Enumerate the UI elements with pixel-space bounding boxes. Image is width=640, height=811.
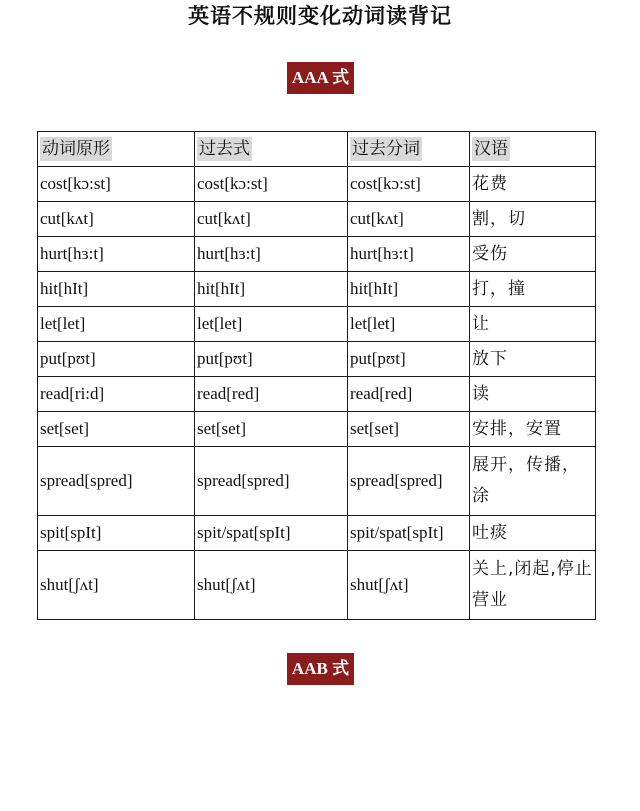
table-row	[38, 307, 596, 342]
cell-participle: spit/spat[spIt]	[348, 516, 470, 551]
table-row	[38, 167, 596, 202]
cell-base: let[let]	[38, 307, 195, 342]
cell-base: hit[hIt]	[38, 272, 195, 307]
cell-meaning: 读	[470, 377, 596, 412]
cell-participle: hit[hIt]	[348, 272, 470, 307]
cell-base: hurt[hɜ:t]	[38, 237, 195, 272]
cell-meaning: 打，撞	[470, 272, 596, 307]
cell-participle: read[red]	[348, 377, 470, 412]
cell-participle: let[let]	[348, 307, 470, 342]
header-past-participle	[348, 132, 470, 167]
section-badge-aaa: AAA 式	[287, 62, 354, 94]
table-row	[38, 237, 596, 272]
document-title: 英语不规则变化动词读背记	[188, 3, 452, 28]
header-base-form-label: 动词原形	[42, 139, 110, 159]
table-row	[38, 342, 596, 377]
cell-base: cut[kʌt]	[38, 202, 195, 237]
cell-participle: cost[kɔ:st]	[348, 167, 470, 202]
cell-base: shut[ʃʌt]	[38, 551, 195, 620]
cell-past: spit/spat[spIt]	[195, 516, 348, 551]
cell-participle: spread[spred]	[348, 447, 470, 516]
cell-past: put[pʊt]	[195, 342, 348, 377]
cell-past: cost[kɔ:st]	[195, 167, 348, 202]
cell-past: shut[ʃʌt]	[195, 551, 348, 620]
cell-participle: shut[ʃʌt]	[348, 551, 470, 620]
table-row	[38, 516, 596, 551]
cell-base: put[pʊt]	[38, 342, 195, 377]
cell-participle: cut[kʌt]	[348, 202, 470, 237]
cell-meaning: 受伤	[470, 237, 596, 272]
cell-meaning: 割，切	[470, 202, 596, 237]
cell-base: cost[kɔ:st]	[38, 167, 195, 202]
cell-past: hurt[hɜ:t]	[195, 237, 348, 272]
irregular-verb-table	[37, 131, 596, 620]
cell-past: cut[kʌt]	[195, 202, 348, 237]
cell-meaning: 放下	[470, 342, 596, 377]
cell-participle: put[pʊt]	[348, 342, 470, 377]
table-row	[38, 377, 596, 412]
table-row	[38, 202, 596, 237]
cell-participle: hurt[hɜ:t]	[348, 237, 470, 272]
header-base-form	[38, 132, 195, 167]
header-chinese-meaning-label: 汉语	[474, 139, 508, 159]
cell-meaning: 关上,闭起,停止营业	[470, 551, 596, 620]
table-row	[38, 447, 596, 516]
cell-base: spread[spred]	[38, 447, 195, 516]
cell-past: let[let]	[195, 307, 348, 342]
cell-meaning: 展开，传播，涂	[470, 447, 596, 516]
cell-meaning: 安排，安置	[470, 412, 596, 447]
table-header-row	[38, 132, 596, 167]
cell-meaning: 吐痰	[470, 516, 596, 551]
header-chinese-meaning	[470, 132, 596, 167]
cell-base: set[set]	[38, 412, 195, 447]
header-past-tense	[195, 132, 348, 167]
table-row	[38, 551, 596, 620]
cell-participle: set[set]	[348, 412, 470, 447]
cell-meaning: 让	[470, 307, 596, 342]
table-row	[38, 272, 596, 307]
cell-past: spread[spred]	[195, 447, 348, 516]
cell-past: hit[hIt]	[195, 272, 348, 307]
cell-base: read[ri:d]	[38, 377, 195, 412]
header-past-tense-label: 过去式	[199, 139, 250, 159]
header-past-participle-label: 过去分词	[352, 139, 420, 159]
table-row	[38, 412, 596, 447]
cell-meaning: 花费	[470, 167, 596, 202]
cell-base: spit[spIt]	[38, 516, 195, 551]
cell-past: read[red]	[195, 377, 348, 412]
section-badge-aab: AAB 式	[287, 653, 354, 685]
cell-past: set[set]	[195, 412, 348, 447]
